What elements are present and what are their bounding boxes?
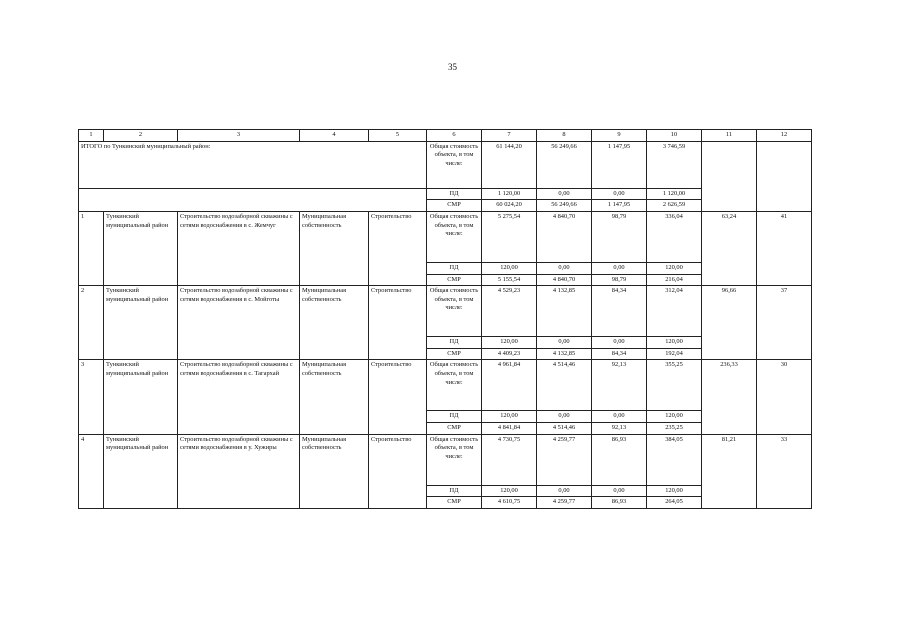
column-header: 8 bbox=[537, 130, 592, 142]
cell-col8: 4 840,70 bbox=[537, 211, 592, 262]
item-work-type: Строительство bbox=[369, 360, 427, 434]
cost-type: СМР bbox=[427, 497, 482, 509]
cell-col10: 355,25 bbox=[647, 360, 702, 411]
cell-col12: 30 bbox=[757, 360, 812, 434]
cell-col10: 2 626,59 bbox=[647, 200, 702, 212]
cell-col12: 41 bbox=[757, 211, 812, 285]
item-district: Тункинский муниципальный район bbox=[104, 360, 178, 434]
cell-col10: 216,04 bbox=[647, 274, 702, 286]
cost-type: ПД bbox=[427, 485, 482, 497]
cell-col9: 86,93 bbox=[592, 497, 647, 509]
cell-col10: 120,00 bbox=[647, 337, 702, 349]
cell-col11: 96,66 bbox=[702, 286, 757, 360]
cost-type: Общая стоимость объекта, в том числе: bbox=[427, 360, 482, 411]
item-work-type: Строительство bbox=[369, 434, 427, 508]
cell-col7: 5 155,54 bbox=[482, 274, 537, 286]
item-row bbox=[79, 286, 812, 337]
cell-col9: 0,00 bbox=[592, 188, 647, 200]
total-row bbox=[79, 141, 812, 188]
item-object: Строительство водозаборной скважины с сетями водоснабжения в с. Тагархай bbox=[178, 360, 300, 434]
cost-type: Общая стоимость объекта, в том числе: bbox=[427, 434, 482, 485]
item-ownership: Муниципальная собственность bbox=[300, 286, 369, 360]
cell-col8: 0,00 bbox=[537, 188, 592, 200]
cell-col7: 60 024,20 bbox=[482, 200, 537, 212]
cell-col9: 1 147,95 bbox=[592, 200, 647, 212]
cell-col7: 120,00 bbox=[482, 262, 537, 274]
cost-type: СМР bbox=[427, 274, 482, 286]
item-ownership: Муниципальная собственность bbox=[300, 360, 369, 434]
cell-col10: 120,00 bbox=[647, 485, 702, 497]
cell-col12: 37 bbox=[757, 286, 812, 360]
cell-col7: 1 120,00 bbox=[482, 188, 537, 200]
item-number: 2 bbox=[79, 286, 104, 360]
cell-col8: 4 259,77 bbox=[537, 497, 592, 509]
cost-type: СМР bbox=[427, 348, 482, 360]
cost-type: Общая стоимость объекта, в том числе: bbox=[427, 141, 482, 188]
cell-col10: 120,00 bbox=[647, 262, 702, 274]
column-header: 2 bbox=[104, 130, 178, 142]
cell-col7: 61 144,20 bbox=[482, 141, 537, 188]
cell-col7: 4 529,23 bbox=[482, 286, 537, 337]
cost-type: СМР bbox=[427, 200, 482, 212]
cost-type: ПД bbox=[427, 188, 482, 200]
cell-col12 bbox=[757, 141, 812, 211]
column-header: 4 bbox=[300, 130, 369, 142]
cell-col9: 86,93 bbox=[592, 434, 647, 485]
cell-col8: 56 249,66 bbox=[537, 200, 592, 212]
cell-col10: 192,04 bbox=[647, 348, 702, 360]
cell-col9: 92,13 bbox=[592, 360, 647, 411]
cell-col10: 336,04 bbox=[647, 211, 702, 262]
cell-col9: 84,34 bbox=[592, 286, 647, 337]
cell-col8: 0,00 bbox=[537, 262, 592, 274]
item-number: 1 bbox=[79, 211, 104, 285]
cell-col9: 0,00 bbox=[592, 411, 647, 423]
item-object: Строительство водозаборной скважины с сетями водоснабжения в с. Жемчуг bbox=[178, 211, 300, 285]
column-header: 10 bbox=[647, 130, 702, 142]
cell-col8: 0,00 bbox=[537, 411, 592, 423]
cell-col8: 4 259,77 bbox=[537, 434, 592, 485]
column-header: 5 bbox=[369, 130, 427, 142]
cost-type: ПД bbox=[427, 262, 482, 274]
cell-col7: 4 841,84 bbox=[482, 423, 537, 435]
item-district: Тункинский муниципальный район bbox=[104, 286, 178, 360]
total-label: ИТОГО по Тункинский муниципальный район: bbox=[79, 141, 427, 188]
cell-col12: 33 bbox=[757, 434, 812, 508]
column-header: 12 bbox=[757, 130, 812, 142]
cell-col7: 4 610,75 bbox=[482, 497, 537, 509]
item-object: Строительство водозаборной скважины с сетями водоснабжения в у. Хужиры bbox=[178, 434, 300, 508]
page-number: 35 bbox=[448, 62, 457, 72]
cell-col8: 0,00 bbox=[537, 485, 592, 497]
table-body bbox=[79, 130, 812, 509]
cell-col11: 236,33 bbox=[702, 360, 757, 434]
column-header: 3 bbox=[178, 130, 300, 142]
cell-col7: 4 961,84 bbox=[482, 360, 537, 411]
item-number: 3 bbox=[79, 360, 104, 434]
cell-col7: 4 409,23 bbox=[482, 348, 537, 360]
cell-col7: 5 275,54 bbox=[482, 211, 537, 262]
cell-col9: 0,00 bbox=[592, 262, 647, 274]
cell-col11 bbox=[702, 141, 757, 211]
cell-col9: 98,79 bbox=[592, 211, 647, 262]
cell-col9: 0,00 bbox=[592, 485, 647, 497]
cost-type: Общая стоимость объекта, в том числе: bbox=[427, 211, 482, 262]
item-row bbox=[79, 211, 812, 262]
cell-col7: 4 730,75 bbox=[482, 434, 537, 485]
item-ownership: Муниципальная собственность bbox=[300, 434, 369, 508]
cost-table bbox=[78, 129, 812, 509]
cell-col10: 235,25 bbox=[647, 423, 702, 435]
cell-col8: 56 249,66 bbox=[537, 141, 592, 188]
cell-col7: 120,00 bbox=[482, 411, 537, 423]
column-header: 7 bbox=[482, 130, 537, 142]
item-object: Строительство водозаборной скважины с сетями водоснабжения в с. Мойготы bbox=[178, 286, 300, 360]
item-district: Тункинский муниципальный район bbox=[104, 434, 178, 508]
cost-type: Общая стоимость объекта, в том числе: bbox=[427, 286, 482, 337]
column-header: 11 bbox=[702, 130, 757, 142]
cell-col7: 120,00 bbox=[482, 337, 537, 349]
column-header: 9 bbox=[592, 130, 647, 142]
cell-col7: 120,00 bbox=[482, 485, 537, 497]
cost-type: ПД bbox=[427, 337, 482, 349]
column-header: 6 bbox=[427, 130, 482, 142]
cell-col9: 92,13 bbox=[592, 423, 647, 435]
item-work-type: Строительство bbox=[369, 211, 427, 285]
cell-col10: 1 120,00 bbox=[647, 188, 702, 200]
cost-type: ПД bbox=[427, 411, 482, 423]
item-row bbox=[79, 434, 812, 485]
cell-col11: 63,24 bbox=[702, 211, 757, 285]
column-header: 1 bbox=[79, 130, 104, 142]
cell-col10: 264,05 bbox=[647, 497, 702, 509]
cell-col10: 120,00 bbox=[647, 411, 702, 423]
cell-col9: 1 147,95 bbox=[592, 141, 647, 188]
cell-col10: 384,05 bbox=[647, 434, 702, 485]
cell-col8: 4 840,70 bbox=[537, 274, 592, 286]
cost-type: СМР bbox=[427, 423, 482, 435]
cell-col9: 84,34 bbox=[592, 348, 647, 360]
item-work-type: Строительство bbox=[369, 286, 427, 360]
total-blank bbox=[79, 188, 427, 211]
item-district: Тункинский муниципальный район bbox=[104, 211, 178, 285]
cell-col8: 4 514,46 bbox=[537, 360, 592, 411]
cell-col8: 4 132,85 bbox=[537, 286, 592, 337]
cell-col9: 0,00 bbox=[592, 337, 647, 349]
item-ownership: Муниципальная собственность bbox=[300, 211, 369, 285]
cell-col11: 81,21 bbox=[702, 434, 757, 508]
item-row bbox=[79, 360, 812, 411]
cell-col10: 312,04 bbox=[647, 286, 702, 337]
item-number: 4 bbox=[79, 434, 104, 508]
cell-col8: 0,00 bbox=[537, 337, 592, 349]
cell-col8: 4 132,85 bbox=[537, 348, 592, 360]
cell-col9: 98,79 bbox=[592, 274, 647, 286]
cell-col8: 4 514,46 bbox=[537, 423, 592, 435]
cell-col10: 3 746,59 bbox=[647, 141, 702, 188]
header-row bbox=[79, 130, 812, 142]
